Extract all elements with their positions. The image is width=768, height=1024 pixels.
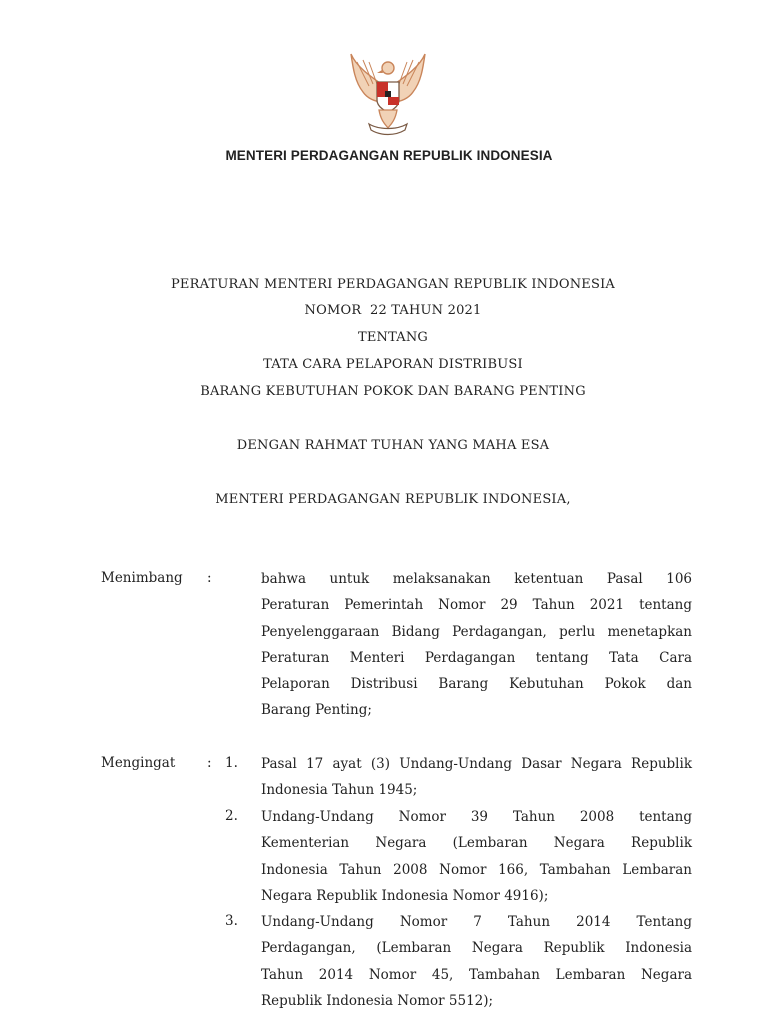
text-line: Penyelenggaraan Bidang Perdagangan, perlu menetapkan: [261, 623, 692, 640]
text-line: Barang Penting;: [261, 702, 372, 719]
mengingat-item-3: [261, 909, 692, 1014]
mengingat-label: Mengingat: [101, 755, 176, 771]
regulation-title: PERATURAN MENTERI PERDAGANGAN REPUBLIK INDONESIA: [170, 277, 616, 292]
text-line: Pasal 17 ayat (3) Undang-Undang Dasar Negara Republik: [261, 756, 692, 772]
text-line: Indonesia Tahun 2008 Nomor 166, Tambahan Lembaran: [261, 861, 692, 878]
menimbang-colon: :: [207, 570, 212, 586]
text-line: Republik Indonesia Nomor 5512);: [261, 992, 494, 1009]
text-line: Peraturan Menteri Perdagangan tentang Tata Cara: [261, 649, 692, 666]
regulation-subject-line1: TATA CARA PELAPORAN DISTRIBUSI: [263, 357, 523, 372]
text-line: Pelaporan Distribusi Barang Kebutuhan Pokok dan: [261, 676, 692, 693]
mengingat-item-1: [261, 751, 692, 804]
blessing-line: DENGAN RAHMAT TUHAN YANG MAHA ESA: [236, 438, 550, 453]
regulation-tentang: TENTANG: [357, 330, 429, 345]
garuda-emblem-icon: [343, 48, 433, 138]
ministry-heading: MENTERI PERDAGANGAN REPUBLIK INDONESIA: [225, 148, 553, 163]
menimbang-label: Menimbang: [101, 570, 183, 586]
item-number: 1.: [225, 755, 238, 771]
text-line: Undang-Undang Nomor 7 Tahun 2014 Tentang: [261, 914, 692, 930]
signatory-line: MENTERI PERDAGANGAN REPUBLIK INDONESIA,: [215, 492, 571, 507]
text-line: Kementerian Negara (Lembaran Negara Republik: [261, 835, 692, 852]
text-line: bahwa untuk melaksanakan ketentuan Pasal 106: [261, 571, 692, 587]
text-line: Indonesia Tahun 1945;: [261, 782, 418, 799]
text-line: Peraturan Pemerintah Nomor 29 Tahun 2021 tentang: [261, 597, 692, 614]
regulation-number: NOMOR 22 TAHUN 2021: [304, 303, 482, 318]
menimbang-text: [261, 566, 692, 724]
text-line: Undang-Undang Nomor 39 Tahun 2008 tentang: [261, 809, 692, 825]
text-line: Negara Republik Indonesia Nomor 4916);: [261, 887, 549, 904]
mengingat-item-2: [261, 804, 692, 909]
regulation-subject-line2: BARANG KEBUTUHAN POKOK DAN BARANG PENTING: [200, 384, 586, 399]
item-number: 3.: [225, 913, 238, 929]
text-line: Perdagangan, (Lembaran Negara Republik Indonesia: [261, 940, 692, 957]
mengingat-colon: :: [207, 755, 212, 771]
text-line: Tahun 2014 Nomor 45, Tambahan Lembaran Negara: [261, 966, 692, 983]
item-number: 2.: [225, 808, 238, 824]
